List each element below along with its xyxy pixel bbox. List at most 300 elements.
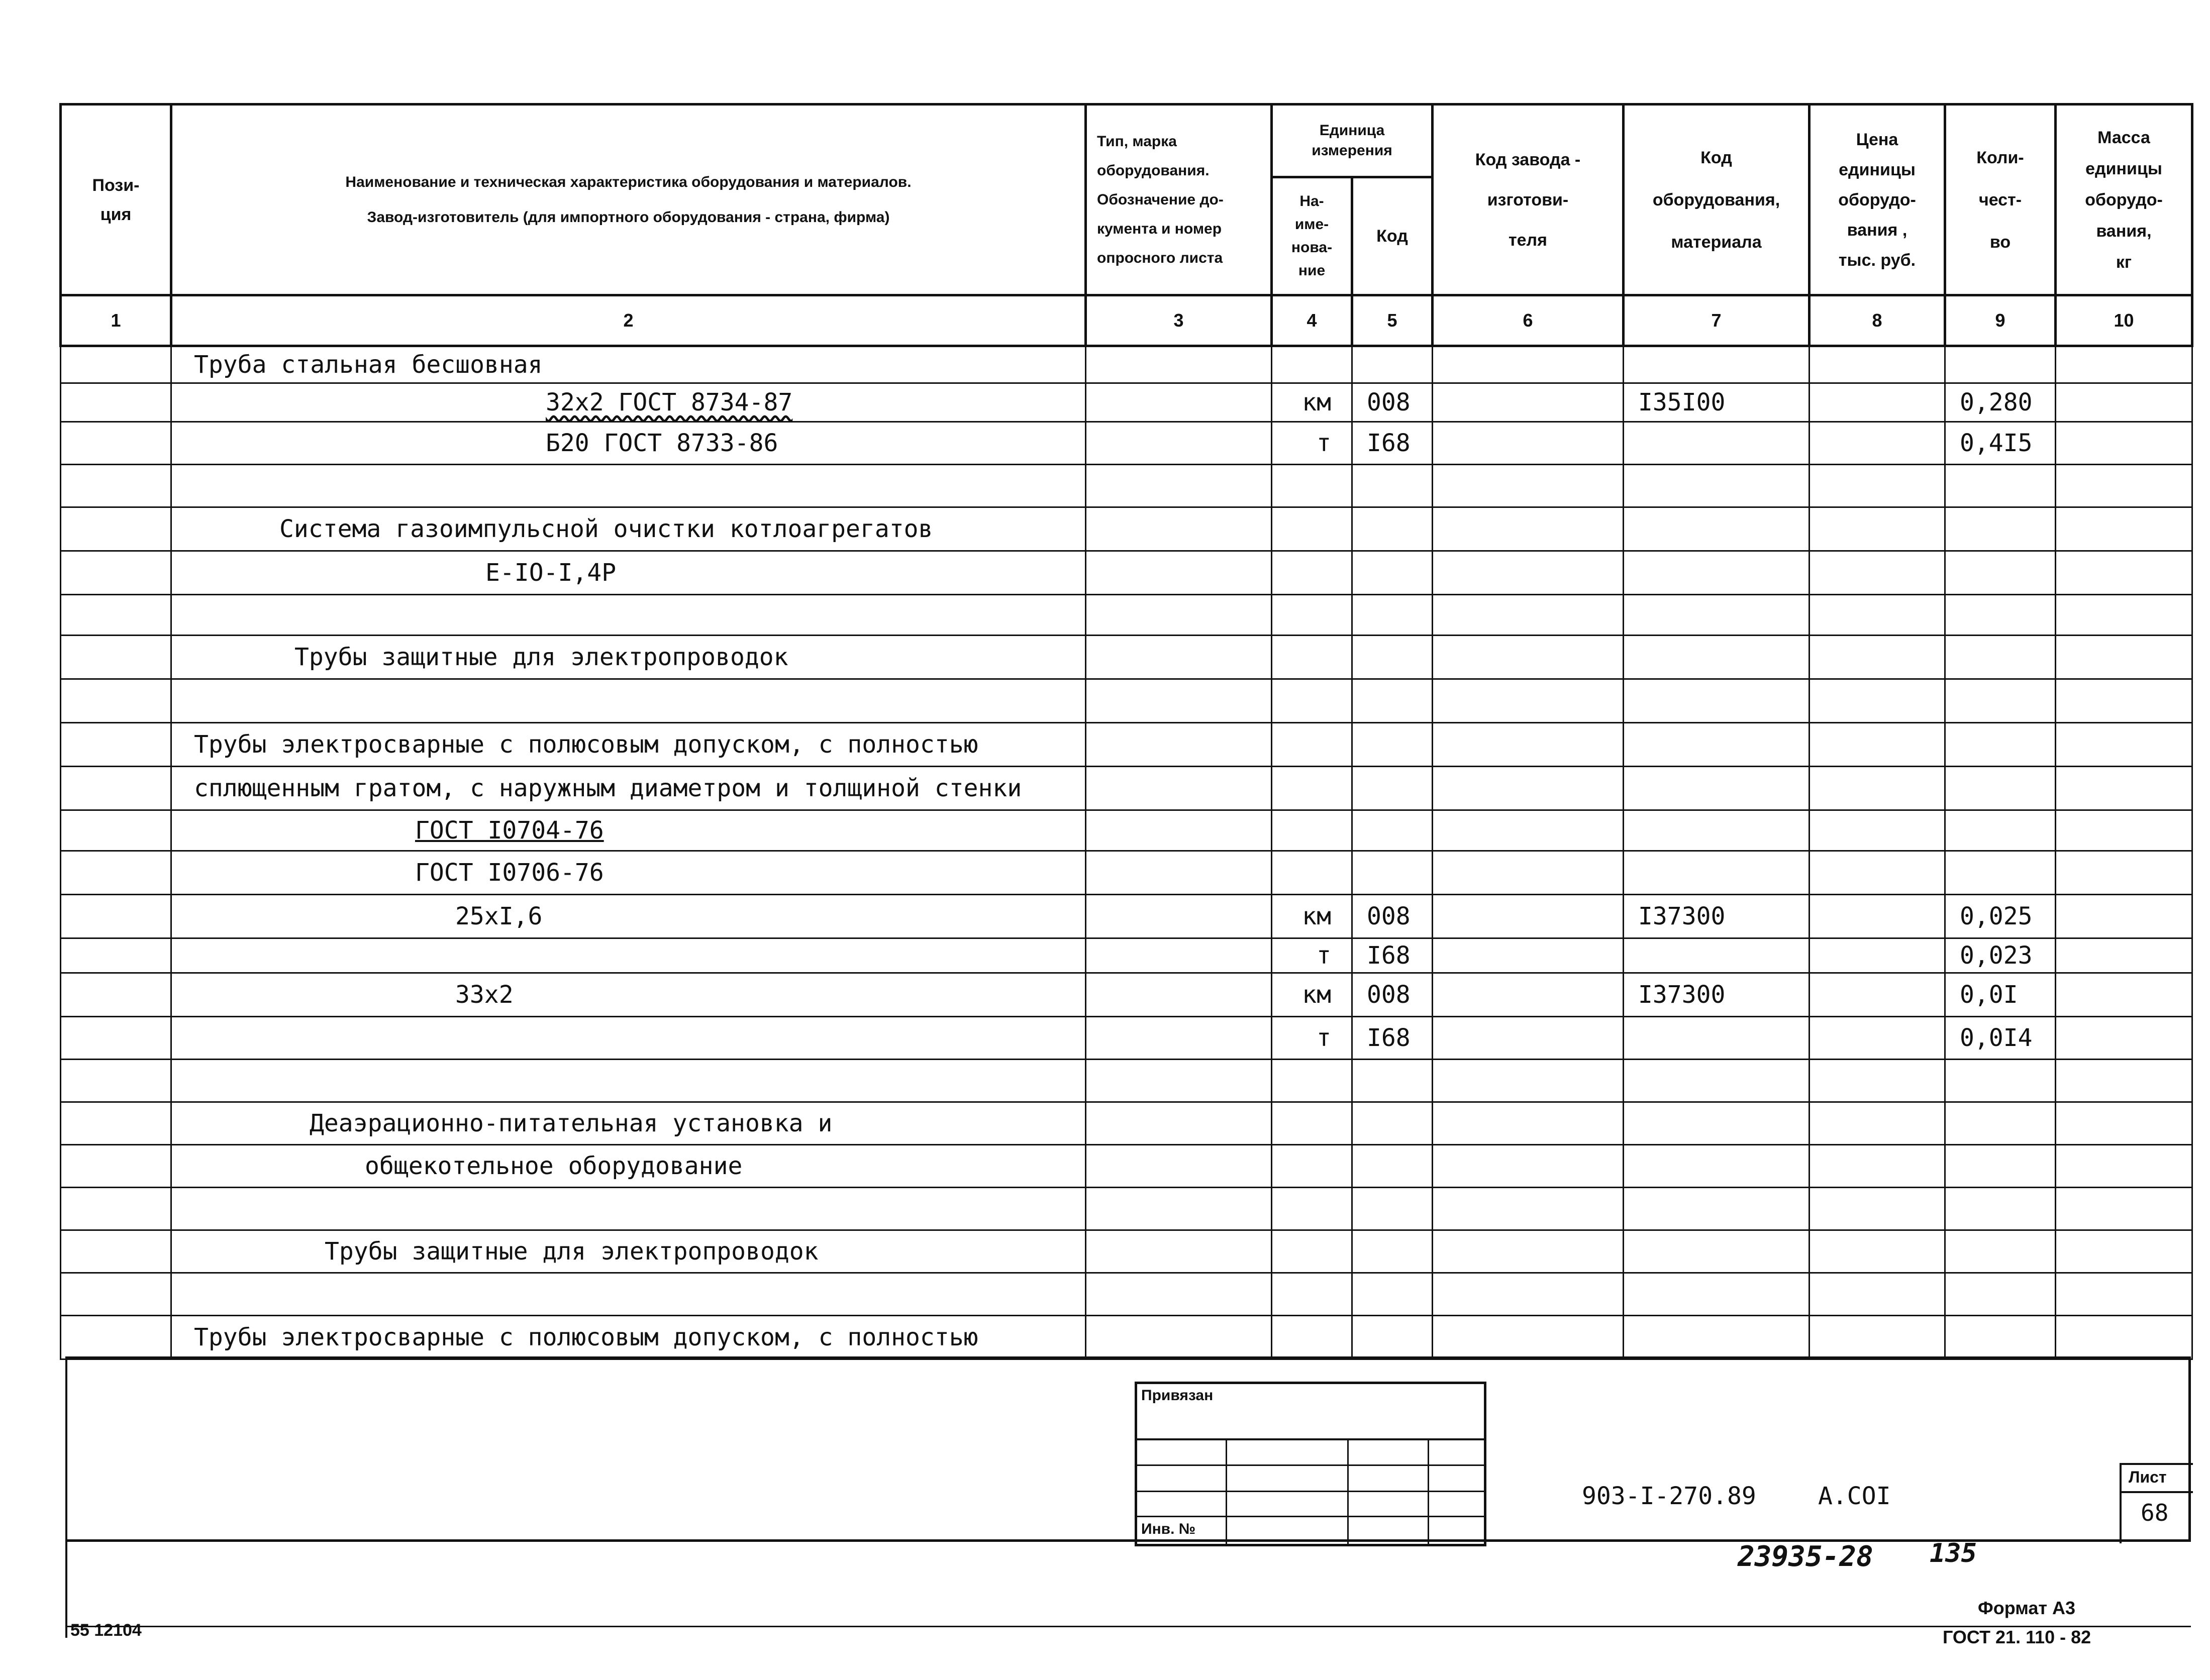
header-qty-line1: Коли- (1976, 148, 2024, 167)
type-cell (1086, 1060, 1272, 1102)
column-number-9: 9 (1945, 295, 2056, 346)
mass-cell (2056, 636, 2192, 679)
header-price (1810, 104, 1945, 295)
stamp-line-1 (1137, 1438, 1484, 1440)
position-cell (61, 973, 171, 1017)
header-qty-line3: во (1989, 232, 2011, 252)
price-cell (1810, 507, 1945, 551)
sheet-number: 68 (2141, 1499, 2169, 1526)
name-text: общекотельное оборудование (365, 1152, 743, 1180)
table-row (61, 679, 2192, 723)
position-cell (61, 346, 171, 383)
material-code-cell (1624, 938, 1810, 973)
maker-code-cell (1433, 1145, 1624, 1188)
material-code-cell (1624, 723, 1810, 767)
stamp-vline-2 (1347, 1438, 1349, 1544)
type-cell (1086, 1102, 1272, 1145)
maker-code-cell (1433, 810, 1624, 851)
mass-cell (2056, 767, 2192, 810)
material-code-cell (1624, 383, 1810, 422)
code-text: 008 (1367, 388, 1411, 416)
header-type (1086, 104, 1272, 295)
table-row (61, 422, 2192, 465)
unit-text: т (1317, 1024, 1331, 1052)
quantity-cell (1945, 1060, 2056, 1102)
column-number-2: 2 (171, 295, 1086, 346)
name-cell (171, 1060, 1086, 1102)
mass-cell (2056, 973, 2192, 1017)
code-cell (1352, 383, 1433, 422)
material-code-cell (1624, 1273, 1810, 1316)
unit-cell (1272, 1273, 1352, 1316)
header-mass-line2: единицы (2085, 159, 2162, 178)
header-unitname-line2: име- (1294, 216, 1329, 233)
maker-code-cell (1433, 595, 1624, 636)
code-cell (1352, 1145, 1433, 1188)
column-number-4: 4 (1272, 295, 1352, 346)
position-cell (61, 1188, 171, 1230)
table-row (61, 383, 2192, 422)
maker-code-cell (1433, 1060, 1624, 1102)
quantity-cell (1945, 810, 2056, 851)
maker-code-cell (1433, 465, 1624, 507)
unit-cell (1272, 507, 1352, 551)
material-code-cell (1624, 1316, 1810, 1359)
table-row (61, 810, 2192, 851)
material-code-cell (1624, 767, 1810, 810)
mass-cell (2056, 551, 2192, 595)
maker-code-cell (1433, 551, 1624, 595)
mass-cell (2056, 723, 2192, 767)
unit-text: т (1317, 941, 1331, 970)
unit-cell (1272, 636, 1352, 679)
material-code-cell (1624, 1060, 1810, 1102)
quantity-cell (1945, 973, 2056, 1017)
maker-code-cell (1433, 1316, 1624, 1359)
maker-code-cell (1433, 973, 1624, 1017)
frame-footer-line (65, 1626, 2191, 1627)
mass-cell (2056, 595, 2192, 636)
table-row (61, 1060, 2192, 1102)
quantity-cell (1945, 346, 2056, 383)
stamp-line-3 (1137, 1491, 1484, 1492)
header-qty-line2: чест- (1978, 190, 2022, 209)
name-text: сплющенным гратом, с наружным диаметром и толщиной стенки (194, 774, 1022, 802)
table-row (61, 851, 2192, 895)
unit-cell (1272, 1017, 1352, 1060)
position-cell (61, 1060, 171, 1102)
table-row (61, 1017, 2192, 1060)
name-text: Б20 ГОСТ 8733-86 (546, 429, 778, 457)
material-code-cell (1624, 1017, 1810, 1060)
header-mass-line3: оборудо- (2085, 190, 2163, 209)
name-cell (171, 723, 1086, 767)
unit-cell (1272, 723, 1352, 767)
unit-cell (1272, 595, 1352, 636)
unit-cell (1272, 1230, 1352, 1273)
table-row (61, 1145, 2192, 1188)
header-mass-line1: Масса (2097, 128, 2150, 147)
header-price-line1: Цена (1856, 130, 1898, 149)
code-cell (1352, 1230, 1433, 1273)
type-cell (1086, 346, 1272, 383)
price-cell (1810, 1316, 1945, 1359)
material-code-cell (1624, 1145, 1810, 1188)
quantity-cell (1945, 1188, 2056, 1230)
material-code-cell (1624, 1102, 1810, 1145)
material-code-cell (1624, 507, 1810, 551)
position-cell (61, 895, 171, 938)
price-cell (1810, 383, 1945, 422)
mass-cell (2056, 1060, 2192, 1102)
name-text: 33х2 (455, 981, 514, 1009)
quantity-cell (1945, 723, 2056, 767)
header-maker-line3: теля (1509, 230, 1547, 250)
unit-cell (1272, 810, 1352, 851)
quantity-cell (1945, 895, 2056, 938)
maker-code-cell (1433, 1188, 1624, 1230)
header-price-line4: вания , (1847, 220, 1907, 240)
name-cell (171, 383, 1086, 422)
quantity-text: 0,4I5 (1960, 429, 2033, 457)
mass-cell (2056, 810, 2192, 851)
price-cell (1810, 679, 1945, 723)
name-cell (171, 346, 1086, 383)
type-cell (1086, 1188, 1272, 1230)
name-cell (171, 895, 1086, 938)
position-cell (61, 1230, 171, 1273)
code-cell (1352, 1188, 1433, 1230)
quantity-cell (1945, 507, 2056, 551)
column-number-10: 10 (2056, 295, 2192, 346)
type-cell (1086, 1017, 1272, 1060)
footer-format: Формат А3 (1978, 1598, 2076, 1618)
maker-code-cell (1433, 507, 1624, 551)
unit-cell (1272, 938, 1352, 973)
handwritten-page: 135 (1930, 1538, 1977, 1568)
code-text: I68 (1367, 429, 1411, 457)
name-cell (171, 595, 1086, 636)
table-row (61, 1230, 2192, 1273)
name-text: 32х2 ГОСТ 8734-87 (546, 388, 793, 416)
code-cell (1352, 1102, 1433, 1145)
material-code-text: I37300 (1638, 981, 1726, 1009)
mass-cell (2056, 1145, 2192, 1188)
position-cell (61, 767, 171, 810)
price-cell (1810, 895, 1945, 938)
stamp-inv-label: Инв. № (1141, 1521, 1196, 1537)
unit-cell (1272, 679, 1352, 723)
header-equipment-code (1624, 104, 1810, 295)
quantity-cell (1945, 383, 2056, 422)
price-cell (1810, 465, 1945, 507)
position-cell (61, 723, 171, 767)
quantity-cell (1945, 1230, 2056, 1273)
header-type-line4: кумента и номер (1097, 220, 1222, 237)
header-position-line1: Пози- (92, 175, 140, 195)
quantity-text: 0,0I (1960, 981, 2018, 1009)
position-cell (61, 679, 171, 723)
table-row (61, 636, 2192, 679)
column-number-5: 5 (1352, 295, 1433, 346)
name-cell (171, 1316, 1086, 1359)
name-cell (171, 938, 1086, 973)
name-text: Труба стальная бесшовная (194, 351, 543, 379)
code-cell (1352, 679, 1433, 723)
mass-cell (2056, 422, 2192, 465)
header-price-line2: единицы (1839, 160, 1916, 179)
material-code-cell (1624, 973, 1810, 1017)
price-cell (1810, 1273, 1945, 1316)
type-cell (1086, 551, 1272, 595)
mass-cell (2056, 507, 2192, 551)
maker-code-cell (1433, 383, 1624, 422)
price-cell (1810, 551, 1945, 595)
table-row (61, 1102, 2192, 1145)
price-cell (1810, 422, 1945, 465)
position-cell (61, 1017, 171, 1060)
position-cell (61, 851, 171, 895)
unit-text: км (1302, 902, 1331, 930)
material-code-cell (1624, 422, 1810, 465)
code-cell (1352, 636, 1433, 679)
header-type-line5: опросного листа (1097, 249, 1223, 266)
price-cell (1810, 767, 1945, 810)
unit-text: км (1302, 388, 1331, 416)
quantity-cell (1945, 1273, 2056, 1316)
mass-cell (2056, 1230, 2192, 1273)
name-cell (171, 1017, 1086, 1060)
header-equip-line1: Код (1700, 148, 1732, 167)
code-cell (1352, 767, 1433, 810)
material-code-cell (1624, 465, 1810, 507)
footer-standard: ГОСТ 21. 110 - 82 (1943, 1627, 2091, 1647)
header-maker-line2: изготови- (1487, 190, 1569, 209)
table-row (61, 551, 2192, 595)
quantity-cell (1945, 1102, 2056, 1145)
unit-cell (1272, 1145, 1352, 1188)
unit-cell (1272, 767, 1352, 810)
name-text: Трубы электросварные с полюсовым допуском, с полностью (194, 730, 978, 759)
name-cell (171, 851, 1086, 895)
code-cell (1352, 507, 1433, 551)
column-number-3: 3 (1086, 295, 1272, 346)
header-unit-name (1272, 177, 1352, 295)
position-cell (61, 810, 171, 851)
attachment-stamp (1135, 1382, 1486, 1546)
type-cell (1086, 973, 1272, 1017)
code-text: 008 (1367, 902, 1411, 930)
footer-left-code: 55 12104 (70, 1621, 142, 1640)
material-code-cell (1624, 1230, 1810, 1273)
frame-left-line (65, 1356, 67, 1638)
unit-text: км (1302, 981, 1331, 1009)
quantity-text: 0,0I4 (1960, 1024, 2033, 1052)
material-code-cell (1624, 679, 1810, 723)
code-cell (1352, 895, 1433, 938)
mass-cell (2056, 383, 2192, 422)
name-text: Е-IO-I,4Р (485, 559, 617, 587)
quantity-cell (1945, 851, 2056, 895)
mass-cell (2056, 851, 2192, 895)
name-cell (171, 679, 1086, 723)
name-cell (171, 973, 1086, 1017)
type-cell (1086, 1273, 1272, 1316)
type-cell (1086, 595, 1272, 636)
price-cell (1810, 723, 1945, 767)
stamp-line-2 (1137, 1464, 1484, 1466)
header-unitname-line3: нова- (1291, 239, 1333, 256)
price-cell (1810, 1017, 1945, 1060)
quantity-text: 0,025 (1960, 902, 2033, 930)
header-maker-line1: Код завода - (1475, 150, 1581, 169)
mass-cell (2056, 1102, 2192, 1145)
mass-cell (2056, 465, 2192, 507)
code-text: I68 (1367, 1024, 1411, 1052)
code-cell (1352, 1316, 1433, 1359)
position-cell (61, 1145, 171, 1188)
maker-code-cell (1433, 1017, 1624, 1060)
quantity-cell (1945, 679, 2056, 723)
maker-code-cell (1433, 636, 1624, 679)
name-text: Трубы электросварные с полюсовым допуском, с полностью (194, 1323, 978, 1351)
quantity-cell (1945, 595, 2056, 636)
quantity-cell (1945, 422, 2056, 465)
unit-cell (1272, 383, 1352, 422)
header-quantity (1945, 104, 2056, 295)
quantity-cell (1945, 465, 2056, 507)
price-cell (1810, 938, 1945, 973)
header-equip-line2: оборудования, (1652, 190, 1780, 209)
maker-code-cell (1433, 851, 1624, 895)
table-row (61, 767, 2192, 810)
table-body (61, 346, 2192, 1359)
mass-cell (2056, 895, 2192, 938)
name-cell (171, 636, 1086, 679)
quantity-cell (1945, 938, 2056, 973)
unit-cell (1272, 1188, 1352, 1230)
name-cell (171, 767, 1086, 810)
type-cell (1086, 422, 1272, 465)
name-text: Трубы защитные для электропроводок (325, 1237, 819, 1266)
position-cell (61, 1102, 171, 1145)
unit-cell (1272, 895, 1352, 938)
quantity-cell (1945, 767, 2056, 810)
table-row (61, 507, 2192, 551)
code-cell (1352, 1060, 1433, 1102)
price-cell (1810, 1060, 1945, 1102)
stamp-vline-3 (1428, 1438, 1429, 1544)
maker-code-cell (1433, 938, 1624, 973)
doc-number: 903-I-270.89 (1582, 1482, 1756, 1510)
table-row (61, 895, 2192, 938)
table-row (61, 938, 2192, 973)
unit-cell (1272, 851, 1352, 895)
sheet-label: Лист (2129, 1468, 2167, 1486)
name-cell (171, 1273, 1086, 1316)
type-cell (1086, 383, 1272, 422)
position-cell (61, 636, 171, 679)
table-row (61, 1188, 2192, 1230)
table-row (61, 973, 2192, 1017)
header-mass-line5: кг (2116, 252, 2132, 272)
unit-cell (1272, 973, 1352, 1017)
type-cell (1086, 636, 1272, 679)
name-cell (171, 1145, 1086, 1188)
material-code-cell (1624, 595, 1810, 636)
name-text: Деаэрационно-питательная установка и (310, 1109, 833, 1137)
position-cell (61, 422, 171, 465)
type-cell (1086, 679, 1272, 723)
mass-cell (2056, 1188, 2192, 1230)
maker-code-cell (1433, 679, 1624, 723)
header-unit-line2: измерения (1312, 142, 1392, 159)
maker-code-cell (1433, 346, 1624, 383)
price-cell (1810, 1230, 1945, 1273)
code-cell (1352, 465, 1433, 507)
name-cell (171, 422, 1086, 465)
price-cell (1810, 1188, 1945, 1230)
code-cell (1352, 422, 1433, 465)
header-name (171, 104, 1086, 295)
unit-text: т (1317, 429, 1331, 457)
code-cell (1352, 851, 1433, 895)
column-number-row (61, 295, 2192, 346)
quantity-text: 0,280 (1960, 388, 2033, 416)
position-cell (61, 595, 171, 636)
table-row (61, 346, 2192, 383)
material-code-cell (1624, 851, 1810, 895)
table-row (61, 723, 2192, 767)
type-cell (1086, 895, 1272, 938)
table-row (61, 1316, 2192, 1359)
table-row (61, 465, 2192, 507)
material-code-text: I37300 (1638, 902, 1726, 930)
price-cell (1810, 973, 1945, 1017)
quantity-cell (1945, 551, 2056, 595)
material-code-cell (1624, 810, 1810, 851)
stamp-vline-1 (1226, 1438, 1227, 1544)
header-unitname-line1: На- (1299, 193, 1324, 209)
column-number-6: 6 (1433, 295, 1624, 346)
unit-cell (1272, 346, 1352, 383)
type-cell (1086, 767, 1272, 810)
price-cell (1810, 636, 1945, 679)
name-cell (171, 1230, 1086, 1273)
type-cell (1086, 465, 1272, 507)
mass-cell (2056, 1273, 2192, 1316)
quantity-cell (1945, 1145, 2056, 1188)
type-cell (1086, 723, 1272, 767)
stamp-line-4 (1137, 1516, 1484, 1517)
position-cell (61, 551, 171, 595)
quantity-cell (1945, 1017, 2056, 1060)
code-cell (1352, 595, 1433, 636)
material-code-cell (1624, 551, 1810, 595)
column-number-1: 1 (61, 295, 171, 346)
name-cell (171, 810, 1086, 851)
price-cell (1810, 810, 1945, 851)
column-number-7: 7 (1624, 295, 1810, 346)
mass-cell (2056, 938, 2192, 973)
code-cell (1352, 973, 1433, 1017)
header-maker-code (1433, 104, 1624, 295)
header-mass (2056, 104, 2192, 295)
type-cell (1086, 1145, 1272, 1188)
type-cell (1086, 938, 1272, 973)
header-position-line2: ция (100, 204, 132, 224)
unit-cell (1272, 1102, 1352, 1145)
